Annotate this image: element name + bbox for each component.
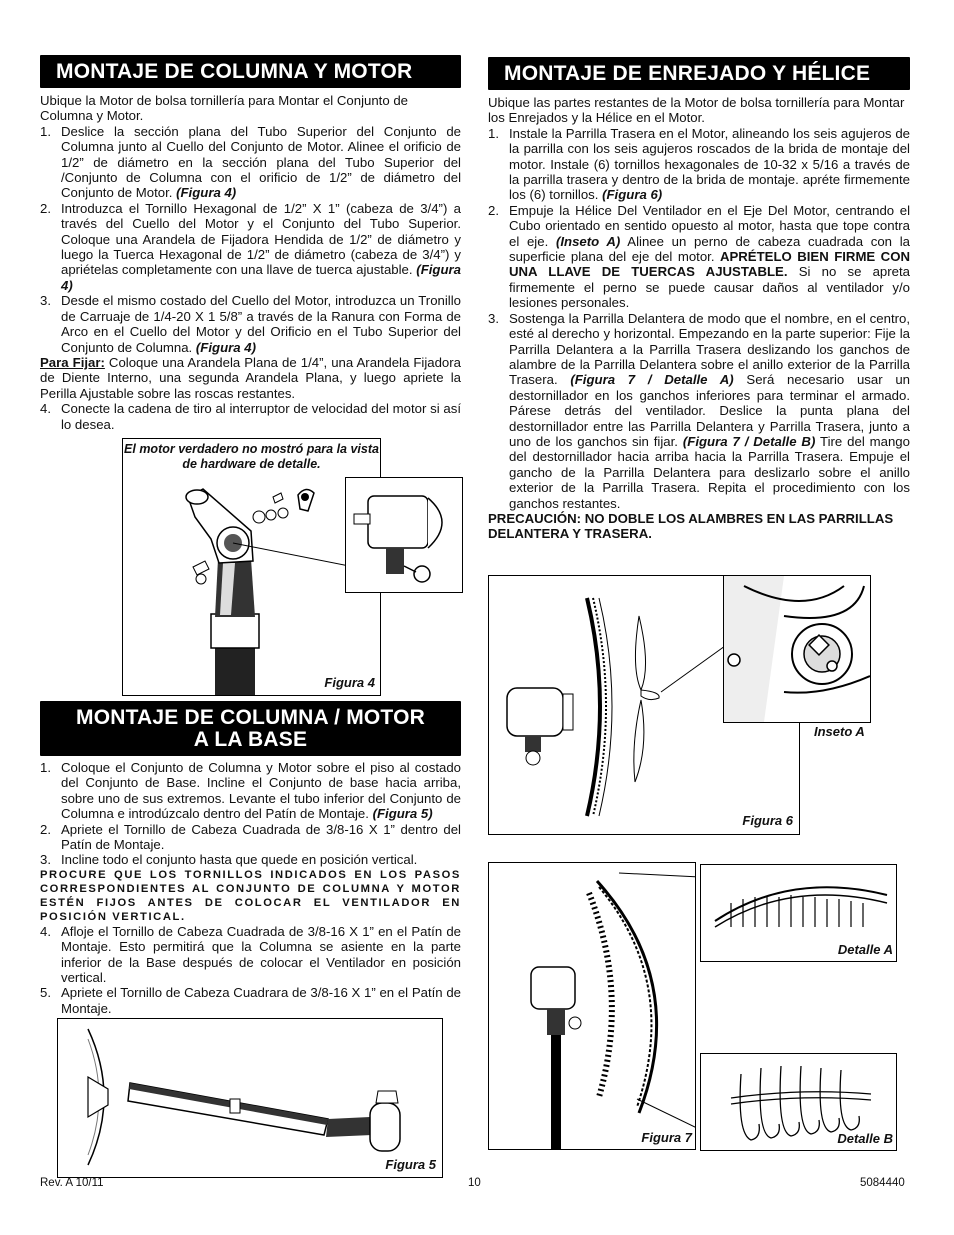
step-text: Apriete el Tornillo de Cabeza Cuadrada de 3/8-16 X 1” dentro del Patín de Montaje. [61, 821, 461, 853]
step-number: 1. [40, 760, 51, 775]
section-body-column-base [40, 760, 461, 1016]
section-title-grill-blade: MONTAJE DE ENREJADO Y HÉLICE [488, 57, 910, 90]
footer-page-number: 10 [468, 1177, 481, 1189]
figure-ref: (Figura 7 / Detalle A) [570, 372, 734, 388]
footer-document-code: 5084440 [860, 1177, 905, 1189]
step-text: Alinee un perno de cabeza cuadrada con la superficie plana del eje del motor. [509, 233, 910, 265]
figure-ref: (Figura 4) [195, 339, 256, 355]
figure-4 [122, 438, 381, 696]
step-number: 5. [40, 985, 51, 1001]
detail-b [700, 1053, 897, 1151]
step-text: Conecte la cadena de tiro al interruptor de velocidad del motor si así lo desea. [61, 401, 461, 432]
steps-list-2 [40, 924, 461, 1016]
figure-ref: (Figura 6) [602, 187, 663, 203]
section-title-line1: MONTAJE DE COLUMNA / MOTOR [76, 706, 425, 729]
intro-text: Ubique las partes restantes de la Motor de bolsa tornillería para Montar los Enrejados y la Hélice en el Motor. [488, 95, 905, 126]
step-item [488, 126, 910, 203]
step-number: 1. [40, 123, 51, 139]
inset-a-label: Inseto A [814, 724, 865, 739]
section-title-line2: A LA BASE [193, 728, 308, 751]
figure-4-label: Figura 4 [324, 675, 375, 690]
steps-list-2 [40, 401, 461, 432]
step-text: Desde el mismo costado del Cuello del Motor, introduzca un Tronillo de Carruaje de 1/4-20 X 1 5/8” a través de la Ranura con Forma de Arco en el Cuello del Motor y del Orificio en el Tubo Superior del Conjunto de Columna. [61, 293, 461, 355]
footer-revision: Rev. A 10/11 [40, 1177, 104, 1189]
step-number: 2. [40, 821, 51, 837]
figure-7-illustration [489, 863, 695, 1149]
step-text: Introduzca el Tornillo Hexagonal de 1/2” X 1” (cabeza de 3/4”) a través del Cuello del Motor y el Conjunto del Tubo Superior. Coloque una Arandela de Fijadora Hendida de 1/2” de diámetro y luego la Tuerca Hexagonal de 1/2” de diámetro (cabeza de 3/4”) y apriételas completamente con una llave de tuerca ajustable. [61, 200, 461, 278]
para-fijar [40, 355, 461, 401]
intro-text: Ubique la Motor de bolsa tornillería para Montar el Conjunto de Columna y Motor. [40, 93, 408, 124]
step-item [40, 760, 461, 822]
step-number: 3. [40, 852, 51, 868]
figure-4-inset [345, 477, 463, 593]
steps-list [40, 760, 461, 868]
left-column-section2 [40, 701, 461, 1016]
step-text: Empuje la Hélice Del Ventilador en el Eje Del Motor, centrando el Cubo orientado en sentido opuesto al motor, hasta que tope contra el eje. [509, 202, 910, 249]
step-number: 2. [488, 202, 499, 218]
caution-text: PRECAUCIÓN: NO DOBLE LOS ALAMBRES EN LAS PARRILLAS DELANTERA Y TRASERA. [488, 510, 894, 542]
warning-bold: APRÉTELO BIEN FIRME CON UNA LLAVE DE TUERCAS AJUSTABLE. [509, 249, 910, 280]
figure-ref: (Figura 4) [176, 185, 237, 201]
figure-6-label: Figura 6 [742, 813, 793, 828]
step-number: 4. [40, 923, 51, 939]
step-item [40, 924, 461, 986]
step-text: Tire del mango del destornillador hacia arriba hacia la Parrilla Trasera. Empuje el gancho de la Parrilla Delantera para deslizarlo sobre el anillo exterior de la Parrilla Trasera. Repita el procedimiento con los ganchos restantes. [509, 433, 910, 511]
step-text: Instale la Parrilla Trasera en el Motor, alineando los seis agujeros de la parrilla con los seis agujeros roscados de la brida de montaje del motor. Instale (6) tornillos hexagonales de 10-32 x 5/16 a través de la parrilla trasera y dentro de la brida de montaje. apréte firmemente los (6) tornillos. [509, 125, 910, 203]
step-item [40, 822, 461, 853]
step-item [40, 124, 461, 201]
section-body-column-motor [40, 93, 461, 432]
step-item [488, 203, 910, 311]
para-fijar-text: Coloque una Arandela Plana de 1/4”, una Arandela Fijadora de Diente Interno, una segunda Arandela Plana, y luego apriete la Perilla Ajustable sobre las roscas restantes. [40, 354, 461, 401]
caution-text: PROCURE QUE LOS TORNILLOS INDICADOS EN LOS PASOS CORRESPONDIENTES AL CONJUNTO DE COLUMNA Y MOTOR ESTÉN FIJOS ANTES DE COLOCAR EL VENTILADOR EN POSICIÓN VERTICAL. [40, 868, 461, 923]
figure-ref: (Figura 7 / Detalle B) [682, 433, 816, 449]
step-text: Si no se apreta firmemente el perno se puede causar daños al ventilador y/o lesiones personales. [509, 264, 910, 311]
step-number: 2. [40, 200, 51, 216]
figure-4-note: El motor verdadero no mostró para la vista de hardware de detalle. [124, 442, 379, 471]
step-text: Afloje el Tornillo de Cabeza Cuadrada de 3/8-16 X 1” en el Patín de Montaje. Esto permitirá que la Columna se asiente en la parte inferior de la Base después de colocar el Ventilador en posición vertical. [61, 923, 461, 986]
step-item [40, 985, 461, 1016]
figure-7-label: Figura 7 [641, 1130, 692, 1145]
step-text: Apriete el Tornillo de Cabeza Cuadrara de 3/8-16 X 1” en el Patín de Montaje. [61, 985, 461, 1016]
detail-a [700, 864, 897, 962]
step-number: 3. [40, 293, 51, 309]
step-text: Deslice la sección plana del Tubo Superior del Conjunto de Columna junto al Cuello del Conjunto de Motor. Alinee el orificio de 1/2” de diámetro en la sección plana del Tubo Superior del /Conjunto de Columna con el orificio de 1/2” de diámetro del Conjunto de Motor. [61, 123, 461, 201]
step-text: Será necesario usar un destornillador en los ganchos inferiores para terminar el armado. Párese detrás del ventilador. Deslice la punta plana del destornillador entre las Parrilla Delantera y Parrilla Trasera, junto a uno de los ganchos sin fijar. [509, 372, 911, 449]
figure-7 [488, 862, 696, 1150]
section-title-column-base [40, 701, 461, 756]
detail-a-label: Detalle A [837, 942, 893, 957]
right-column [488, 57, 910, 542]
step-item [40, 852, 461, 867]
inset-a-illustration [724, 576, 870, 722]
step-number: 3. [488, 310, 499, 326]
steps-list [488, 126, 910, 511]
motor-inset-illustration [346, 478, 462, 592]
detail-b-label: Detalle B [837, 1131, 893, 1146]
step-text: Sostenga la Parrilla Delantera de modo que el nombre, en el centro, esté al derecho y horizontal. Empezando en la parte superior: Fije la Parrilla Delantera a la Parrilla Trasera deslizando los ganchos de alambre de la Parrilla Delantera sobre el anillo exterior de la Parrilla Trasera. [509, 310, 910, 388]
figure-5-illustration [58, 1019, 442, 1177]
inset-a [723, 575, 871, 723]
step-item [488, 311, 910, 511]
figure-ref: (Figura 5) [372, 806, 433, 822]
figure-5 [57, 1018, 443, 1178]
figure-ref: (Figura 4) [61, 262, 461, 293]
step-text: Incline todo el conjunto hasta que quede en posición vertical. [61, 852, 418, 868]
step-number: 1. [488, 125, 499, 141]
steps-list [40, 124, 461, 355]
section-title-column-motor: MONTAJE DE COLUMNA Y MOTOR [40, 55, 461, 88]
step-text: Coloque el Conjunto de Columna y Motor sobre el piso al costado del Conjunto de Base. Incline el Conjunto de base hacia arriba, sobre uno de sus extremos. Levante el tubo inferior del Conjunto de Columna e introdúzcalo dentro del Patín de Montaje. [61, 760, 461, 822]
para-fijar-label: Para Fijar: [40, 354, 105, 370]
step-item [40, 293, 461, 355]
figure-5-label: Figura 5 [385, 1157, 436, 1172]
left-column [40, 55, 461, 432]
step-item [40, 401, 461, 432]
figure-ref: (Inseto A) [555, 233, 621, 249]
step-item [40, 201, 461, 293]
step-number: 4. [40, 401, 51, 417]
section-body-grill-blade [488, 95, 910, 542]
